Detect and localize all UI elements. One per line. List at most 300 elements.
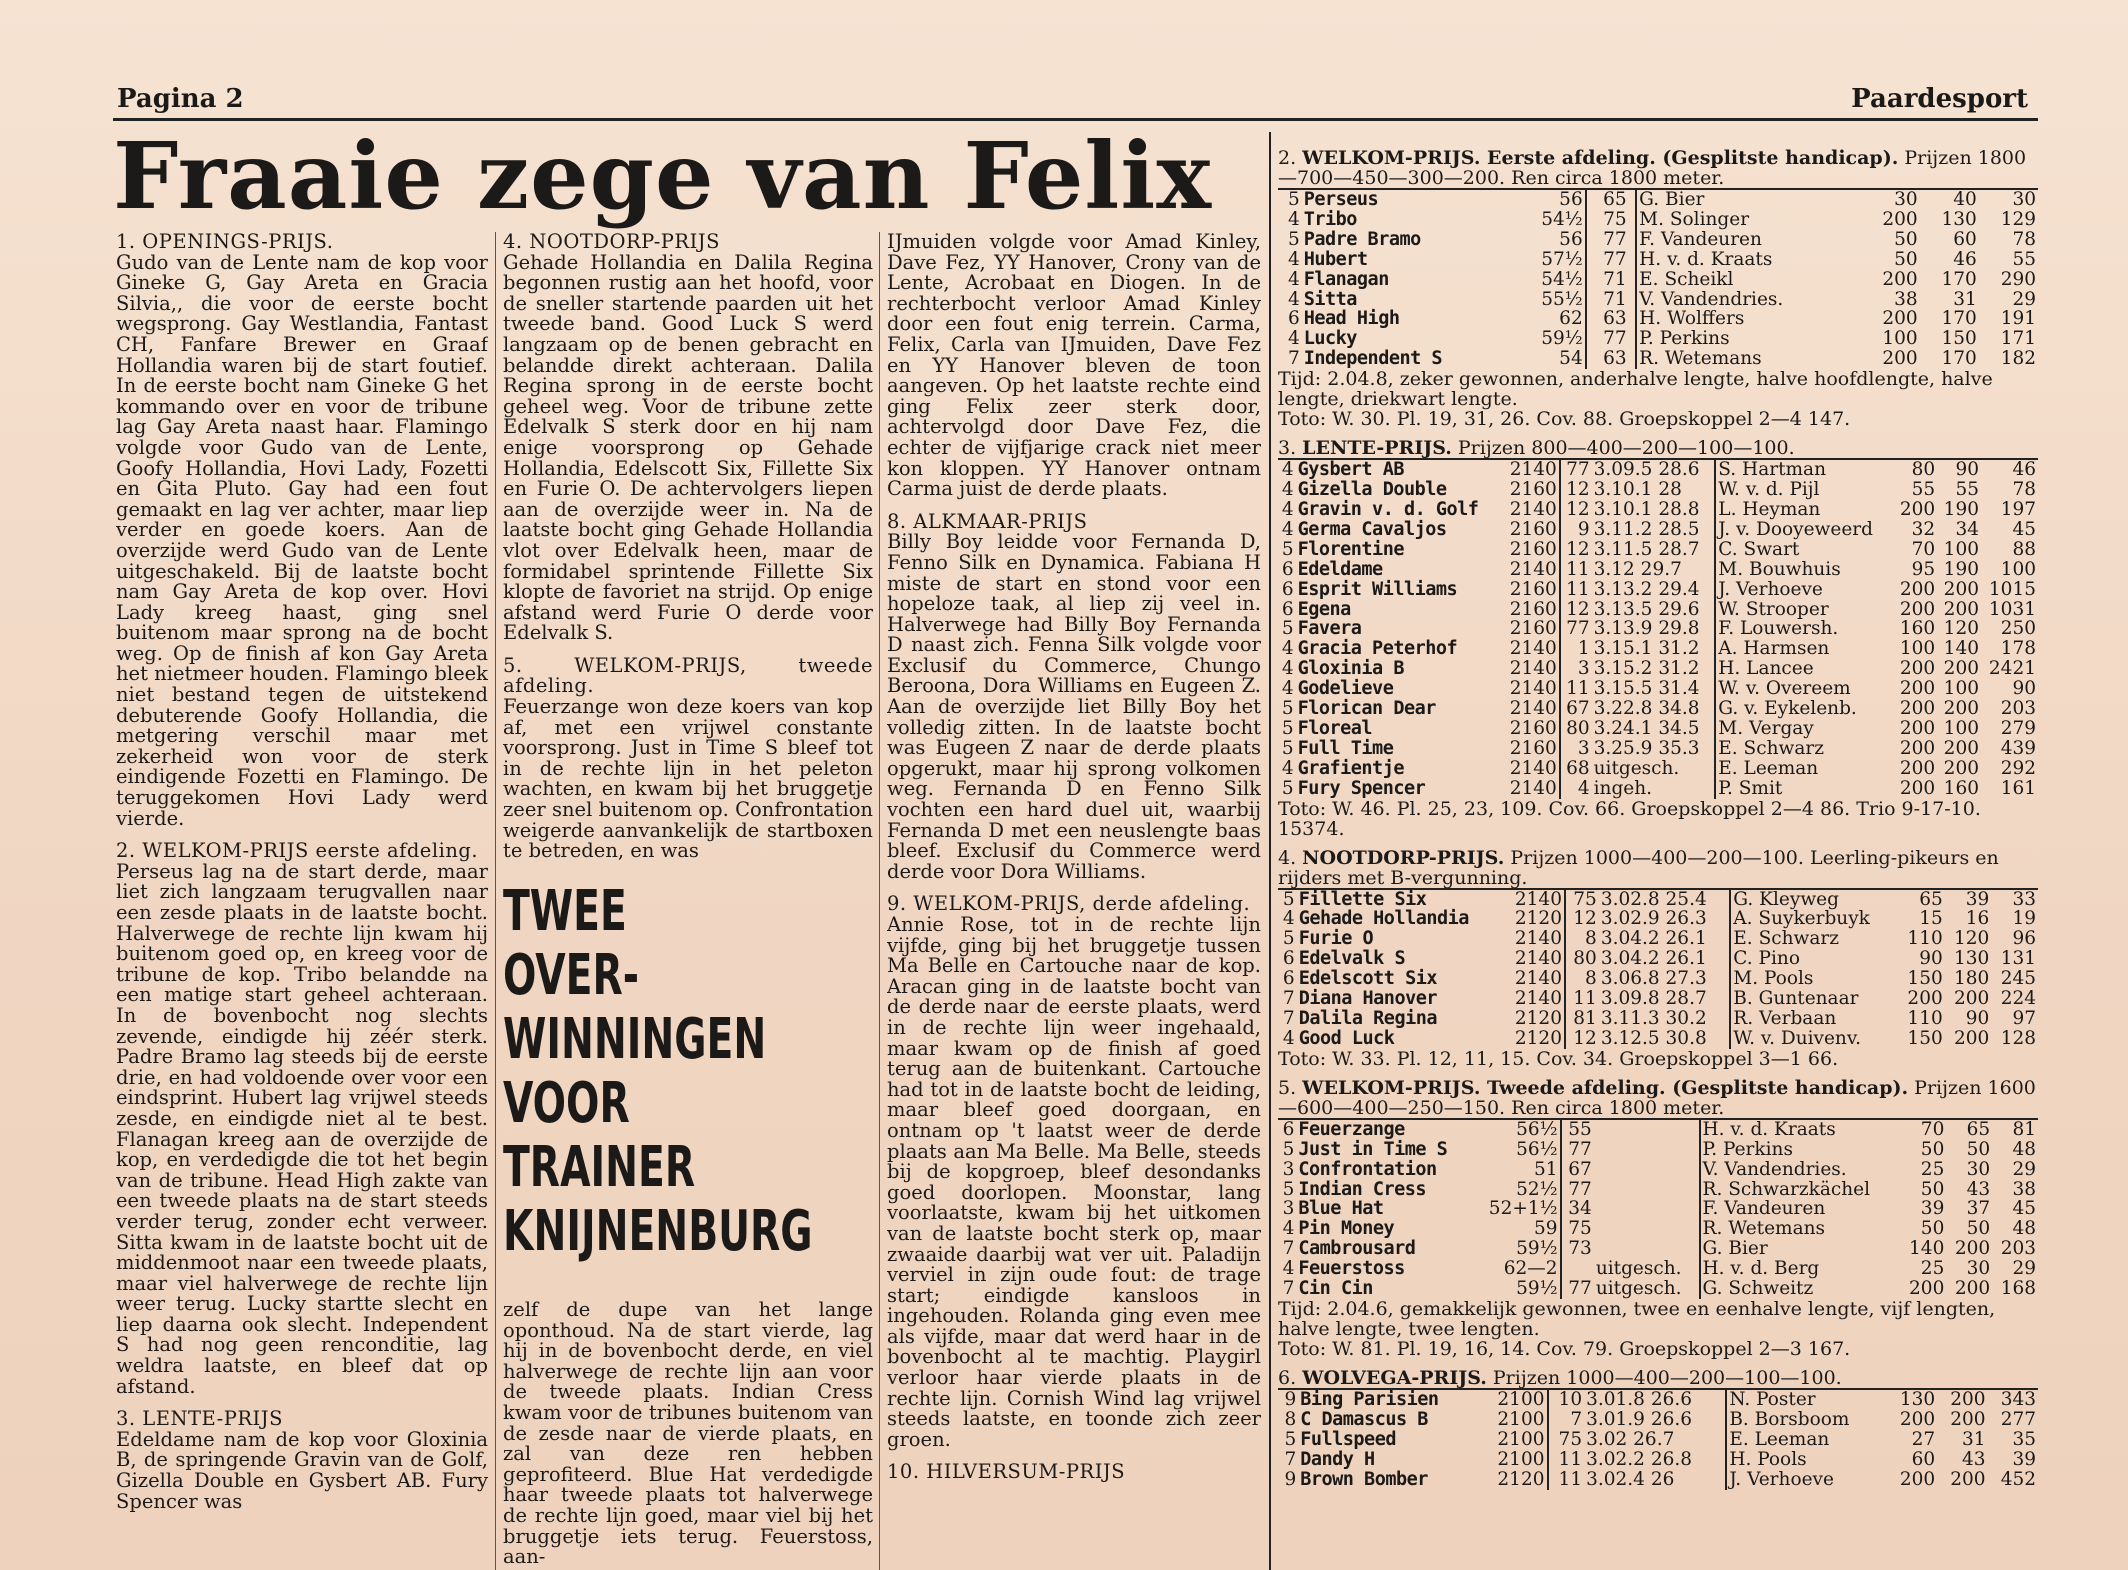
- result-footnote: Toto: W. 30. Pl. 19, 31, 26. Cov. 88. Groepskoppel 2—4 147.: [1278, 408, 1851, 431]
- stable: 77: [1586, 329, 1629, 349]
- odds-win: 140: [1909, 1238, 1945, 1260]
- time: 3.02.9 26.3: [1600, 908, 1707, 930]
- distance: 2120: [1514, 908, 1562, 930]
- article-heading: 1. OPENINGS-PRIJS.: [116, 232, 334, 253]
- result-row: [1278, 1450, 2038, 1470]
- article-heading: 8. ALKMAAR-PRIJS: [887, 509, 1088, 533]
- age: 4: [1287, 268, 1300, 290]
- time: [1629, 230, 1637, 250]
- article-body: Perseus lag na de start derde, maar liet zich langzaam terugvallen naar een zesde plaats in de laatste bocht. Halverwege de rechte lijn kwam hij buitenom goed op, en kreeg voor de tribune de kop. Tribo belandde na een matige start geheel achteraan. In de bovenbocht nog slechts zevende, eindigde hij zéér sterk. Padre Bramo lag steeds bij de eerste drie, en had voldoende over voor een eindsprint. Hubert lag vrijwel steeds zesde, en eindigde niet al te best. Flanagan kreeg aan de overzijde de kop, en verdedigde die tot het begin van de tribune. Head High zakte van een tweede plaats na de start steeds verder terug, zonder echt verweer. Sitta kwam in de laatste bocht uit de middenmoot naar een tweede plaats, maar viel halverwege de rechte lijn weer terug. Lucky startte slecht en liep daarna ook slecht. Independent S had nog geen renconditie, lag weldra laatste, en bleef dat op afstand.: [116, 859, 488, 1398]
- distance: 2140: [1509, 777, 1557, 799]
- header-rule: [113, 118, 2038, 121]
- distance: 59½: [1516, 1278, 1558, 1300]
- horse: Floreal: [1297, 717, 1373, 739]
- result-row: [1278, 560, 2038, 580]
- age: 6: [1281, 558, 1294, 580]
- driver: E. Schwarz: [1730, 929, 1898, 949]
- distance: 2140: [1509, 678, 1557, 700]
- article-body: Gehade Hollandia en Dalila Regina begonnen rustig aan het hoofd, voor de sneller startende paarden uit het tweede band. Good Luck S werd langzaam op de benen gebracht en belandde direkt achteraan. Dalila Regina sprong in de eerste bocht geheel weg. Voor de tribune zette Edelvalk S sterk door en hij nam enige voorsprong op Gehade Hollandia, Edelscott Six, Fillette Six en Furie O. De achtervolgers liepen aan de overzijde weer in. Na de laatste bocht ging Gehade Hollandia vlot over Edelvalk heen, maar de formidabel sprintende Fillette Six klopte de favoriet na strijd. Op enige afstand werd Furie O derde voor Edelvalk S.: [503, 250, 873, 645]
- horse: Just in Time S: [1298, 1138, 1448, 1160]
- odds-win: 200: [1899, 717, 1936, 739]
- result-row: [1278, 580, 2038, 600]
- article-heading: 2. WELKOM-PRIJS eerste afdeling.: [116, 839, 479, 863]
- odds-other: 290: [2000, 268, 2036, 290]
- odds-other: 46: [2012, 459, 2036, 481]
- stable: 8: [1565, 929, 1599, 949]
- result-row: [1278, 1259, 2038, 1279]
- result-table: [1278, 1390, 2038, 1490]
- distance: 2100: [1497, 1448, 1545, 1470]
- age: 6: [1281, 598, 1294, 620]
- time: [1594, 1120, 1700, 1140]
- time: 3.02.4 26: [1586, 1468, 1675, 1490]
- result-row: [1278, 1219, 2038, 1239]
- result-footnote: Toto: W. 33. Pl. 12, 11, 15. Cov. 34. Groepskoppel 3—1 66.: [1278, 1047, 1839, 1070]
- result-row: [1278, 500, 2038, 520]
- boxed-headline: [503, 879, 813, 1264]
- time: 3.15.5 31.4: [1593, 678, 1700, 700]
- driver: E. Scheikl: [1636, 270, 1860, 290]
- age: 3: [1282, 1198, 1295, 1220]
- result-block: [1278, 1078, 2038, 1359]
- stable: 3: [1560, 659, 1592, 679]
- result-prizes: Prijzen 1600—600—400—250—150. Ren circa 1800 meter.: [1278, 1076, 2036, 1119]
- driver: P. Smit: [1715, 779, 1893, 799]
- distance: 2140: [1514, 988, 1562, 1010]
- driver: R. Wetemans: [1636, 349, 1860, 369]
- time: [1629, 190, 1637, 210]
- odds-place: 31: [1953, 288, 1977, 310]
- time: 3.10.1 28.8: [1593, 498, 1700, 520]
- section-name: Paardesport: [1851, 84, 2028, 114]
- result-row: [1278, 1029, 2038, 1049]
- age: 5: [1287, 189, 1300, 210]
- distance: 2120: [1497, 1468, 1545, 1490]
- odds-place: 100: [1943, 538, 1979, 560]
- distance: 2140: [1514, 968, 1562, 990]
- odds-place: 130: [1941, 208, 1977, 230]
- odds-other: 131: [2000, 948, 2036, 970]
- odds-win: 200: [1899, 777, 1936, 799]
- odds-place: 46: [1953, 248, 1977, 270]
- odds-win: 200: [1899, 498, 1936, 520]
- time: 3.25.9 35.3: [1593, 737, 1700, 759]
- stable: 10: [1548, 1390, 1585, 1410]
- odds-place: 200: [1954, 988, 1990, 1010]
- article-heading: 3. LENTE-PRIJS: [116, 1407, 283, 1431]
- age: 5: [1281, 737, 1294, 759]
- odds-place: 43: [1966, 1178, 1991, 1200]
- age: 5: [1281, 618, 1294, 640]
- driver: G. Kleyweg: [1730, 890, 1898, 910]
- stable: 55: [1561, 1120, 1594, 1140]
- odds-other: 2421: [1988, 658, 2036, 680]
- horse: Esprit Williams: [1297, 578, 1458, 600]
- time: [1594, 1180, 1700, 1200]
- article-body: Feuerzange won deze koers van kop af, met een vrijwel constante voorsprong. Just in Time S bleef tot in de rechte lijn in het peleton wachten, en kwam bij het bruggetje zeer snel buitenom op. Confrontation weigerde aanvankelijk de startboxen te betreden, en was: [503, 695, 873, 863]
- odds-win: 27: [1911, 1428, 1936, 1450]
- horse: Padre Bramo: [1303, 228, 1421, 250]
- distance: 2100: [1497, 1388, 1545, 1410]
- result-table: [1278, 190, 2038, 369]
- time: [1629, 270, 1637, 290]
- age: 8: [1284, 1408, 1297, 1430]
- horse: Tribo: [1303, 208, 1357, 230]
- odds-win: 50: [1894, 248, 1918, 270]
- age: 5: [1284, 1428, 1297, 1450]
- odds-place: 160: [1943, 777, 1979, 799]
- distance: 52½: [1516, 1178, 1558, 1200]
- odds-other: 203: [2000, 1238, 2036, 1260]
- odds-place: 150: [1941, 328, 1977, 350]
- driver: F. Louwersh.: [1715, 619, 1893, 639]
- odds-other: 45: [2012, 518, 2036, 540]
- odds-place: 180: [1954, 968, 1990, 990]
- odds-other: 191: [2000, 308, 2036, 330]
- odds-win: 15: [1919, 908, 1943, 930]
- odds-other: 35: [2012, 1428, 2036, 1450]
- stable: 63: [1586, 309, 1629, 329]
- driver: J. v. Dooyeweerd: [1715, 520, 1893, 540]
- distance: 2140: [1509, 558, 1557, 580]
- distance: 59½: [1541, 328, 1583, 350]
- result-row: [1278, 779, 2038, 799]
- result-row: [1278, 520, 2038, 540]
- odds-place: 200: [1954, 1027, 1990, 1049]
- odds-other: 178: [2000, 638, 2036, 660]
- odds-place: 90: [1965, 1008, 1990, 1029]
- time: 3.02.2 26.8: [1586, 1448, 1693, 1470]
- odds-win: 160: [1899, 618, 1936, 640]
- result-title: [1278, 1368, 2038, 1388]
- driver: A. Harmsen: [1715, 639, 1893, 659]
- odds-place: 100: [1943, 678, 1979, 700]
- driver: L. Heyman: [1715, 500, 1893, 520]
- result-block: [1278, 1368, 2038, 1490]
- odds-place: 200: [1950, 1388, 1986, 1410]
- time: ingeh.: [1593, 777, 1653, 799]
- odds-other: 81: [2012, 1118, 2036, 1140]
- age: 9: [1284, 1388, 1297, 1410]
- result-row: [1278, 329, 2038, 349]
- result-title: [1278, 438, 2038, 458]
- distance: 2160: [1509, 479, 1557, 501]
- result-prizes: Prijzen 1800—700—450—300—200. Ren circa 1800 meter.: [1278, 147, 2027, 189]
- age: 4: [1281, 678, 1294, 700]
- horse: Good Luck: [1298, 1027, 1395, 1049]
- odds-place: 170: [1941, 348, 1977, 370]
- odds-win: 30: [1894, 189, 1918, 210]
- stable: 75: [1548, 1430, 1585, 1450]
- odds-win: 200: [1899, 678, 1936, 700]
- stable: 11: [1548, 1470, 1585, 1490]
- age: 6: [1282, 1118, 1295, 1140]
- boxed-headline-line: KNIJNENBURG: [503, 1199, 813, 1264]
- stable: [1561, 1259, 1594, 1279]
- distance: 55½: [1541, 288, 1583, 310]
- distance: 54½: [1541, 208, 1583, 230]
- stable: 12: [1560, 500, 1592, 520]
- odds-other: 168: [2000, 1278, 2036, 1300]
- boxed-headline-line: TRAINER: [503, 1135, 696, 1200]
- horse: Flanagan: [1303, 268, 1389, 290]
- driver: M. Bouwhuis: [1715, 560, 1893, 580]
- horse: Grafientje: [1297, 757, 1404, 779]
- distance: 62—2: [1503, 1258, 1558, 1280]
- time: 3.11.3 30.2: [1600, 1008, 1707, 1029]
- article-column-2-continued: zelf de dupe van het lange oponthoud. Na de start vierde, lag hij in de bovenbocht derde, en viel halverwege de rechte lijn aan voor de tweede plaats. Indian Cress kwam voor de tribunes buitenom van de zesde naar de vierde plaats, en zal van deze ren hebben geprofiteerd. Blue Hat verdedigde haar tweede plaats tot halverwege de rechte lijn goed, maar viel bij het bruggetje iets terug. Feuerstoss, aan-: [503, 1300, 873, 1569]
- distance: 2160: [1509, 717, 1557, 739]
- distance: 52+1½: [1488, 1198, 1558, 1220]
- odds-place: 170: [1941, 308, 1977, 330]
- odds-win: 200: [1899, 658, 1936, 680]
- odds-place: 16: [1965, 908, 1990, 930]
- result-row: [1278, 1160, 2038, 1180]
- odds-win: 60: [1911, 1448, 1936, 1470]
- odds-win: 95: [1911, 558, 1936, 580]
- time: uitgesch.: [1595, 1278, 1682, 1300]
- odds-other: 161: [2000, 777, 2036, 799]
- stable: 7: [1548, 1410, 1585, 1430]
- result-number: 3.: [1278, 437, 1303, 460]
- odds-win: 200: [1899, 757, 1936, 779]
- driver: H. v. d. Kraats: [1636, 250, 1860, 270]
- driver: W. Strooper: [1715, 600, 1893, 620]
- odds-other: 78: [2012, 479, 2036, 501]
- age: 5: [1281, 717, 1294, 739]
- article-column-2: [503, 232, 873, 892]
- result-name: WOLVEGA-PRIJS.: [1302, 1366, 1487, 1389]
- result-prizes: Prijzen 800—400—200—100—100.: [1451, 437, 1795, 460]
- odds-other: 279: [2000, 717, 2036, 739]
- stable: 68: [1560, 759, 1592, 779]
- distance: 2120: [1514, 1027, 1562, 1049]
- stable: 11: [1548, 1450, 1585, 1470]
- result-title: [1278, 848, 2038, 888]
- age: 7: [1284, 1448, 1297, 1470]
- distance: 2140: [1514, 928, 1562, 950]
- age: 4: [1281, 479, 1294, 501]
- stable: 77: [1561, 1180, 1594, 1200]
- time: 3.09.8 28.7: [1600, 988, 1707, 1010]
- driver: H. v. d. Berg: [1700, 1259, 1901, 1279]
- article-heading: 10. HILVERSUM-PRIJS: [887, 1460, 1126, 1484]
- horse: C Damascus B: [1300, 1408, 1428, 1430]
- odds-other: 197: [2000, 498, 2036, 520]
- stable: 77: [1560, 619, 1592, 639]
- result-row: [1278, 1390, 2038, 1410]
- odds-other: 439: [2000, 737, 2036, 759]
- distance: 56: [1559, 228, 1583, 250]
- distance: 2160: [1509, 538, 1557, 560]
- age: 6: [1281, 578, 1294, 600]
- horse: Edelscott Six: [1298, 968, 1437, 990]
- result-row: [1278, 480, 2038, 500]
- stable: 12: [1565, 909, 1599, 929]
- article-heading: 4. NOOTDORP-PRIJS: [503, 232, 720, 253]
- odds-place: 200: [1950, 1408, 1986, 1430]
- driver: B. Guntenaar: [1730, 989, 1898, 1009]
- odds-other: 29: [2012, 288, 2036, 310]
- distance: 2160: [1509, 518, 1557, 540]
- odds-other: 1031: [1988, 598, 2036, 620]
- stable: 77: [1560, 460, 1592, 480]
- driver: W. v. d. Pijl: [1715, 480, 1893, 500]
- odds-place: 200: [1943, 598, 1979, 620]
- driver: G. Bier: [1700, 1239, 1901, 1259]
- result-row: [1278, 1410, 2038, 1430]
- stable: 75: [1586, 210, 1629, 230]
- stable: 75: [1561, 1219, 1594, 1239]
- distance: 2160: [1509, 618, 1557, 640]
- result-row: [1278, 1140, 2038, 1160]
- age: 4: [1282, 1027, 1295, 1049]
- result-row: [1278, 1239, 2038, 1259]
- result-row: [1278, 890, 2038, 910]
- odds-win: 110: [1907, 1008, 1943, 1029]
- odds-place: 43: [1962, 1448, 1986, 1470]
- horse: Head High: [1303, 308, 1400, 330]
- result-number: 2.: [1278, 147, 1303, 169]
- driver: S. Hartman: [1715, 460, 1893, 480]
- result-block: [1278, 148, 2038, 429]
- driver: A. Suykerbuyk: [1730, 909, 1898, 929]
- driver: W. v. Duivenv.: [1730, 1029, 1898, 1049]
- driver: G. Schweitz: [1700, 1279, 1901, 1299]
- stable: 71: [1586, 290, 1629, 310]
- stable: 77: [1561, 1279, 1594, 1299]
- stable: 4: [1560, 779, 1592, 799]
- odds-win: 200: [1899, 1408, 1936, 1430]
- odds-place: 40: [1953, 189, 1977, 210]
- horse: Diana Hanover: [1298, 988, 1437, 1010]
- result-row: [1278, 1180, 2038, 1200]
- result-row: [1278, 909, 2038, 929]
- result-row: [1278, 600, 2038, 620]
- distance: 56: [1559, 189, 1583, 210]
- age: 5: [1282, 1178, 1295, 1200]
- horse: Confrontation: [1298, 1158, 1437, 1180]
- distance: 2140: [1509, 498, 1557, 520]
- horse: Edeldame: [1297, 558, 1383, 580]
- page-number: Pagina 2: [117, 84, 244, 114]
- driver: J. Verhoeve: [1726, 1470, 1886, 1490]
- horse: Furie O: [1298, 928, 1374, 950]
- odds-place: 30: [1966, 1258, 1991, 1280]
- odds-other: 39: [2012, 1448, 2036, 1470]
- result-row: [1278, 270, 2038, 290]
- result-row: [1278, 309, 2038, 329]
- odds-other: 19: [2012, 908, 2036, 930]
- age: 6: [1287, 308, 1300, 330]
- time: 3.04.2 26.1: [1600, 948, 1707, 970]
- stable: 80: [1565, 949, 1599, 969]
- odds-place: 130: [1954, 948, 1990, 970]
- stable: 3: [1560, 739, 1592, 759]
- boxed-headline-line: VOOR: [503, 1071, 630, 1136]
- time: 3.11.5 28.7: [1593, 538, 1700, 560]
- odds-other: 96: [2012, 928, 2036, 950]
- horse: Hubert: [1303, 248, 1368, 270]
- odds-place: 31: [1962, 1428, 1986, 1450]
- result-row: [1278, 699, 2038, 719]
- stable: 11: [1560, 580, 1592, 600]
- odds-win: 200: [1882, 268, 1918, 290]
- time: [1594, 1239, 1700, 1259]
- boxed-headline-line: OVER-: [503, 943, 640, 1008]
- distance: 59½: [1516, 1238, 1558, 1260]
- article-heading: 9. WELKOM-PRIJS, derde afdeling.: [887, 892, 1251, 916]
- result-footnote: Toto: W. 81. Pl. 19, 16, 14. Cov. 79. Groepskoppel 2—3 167.: [1278, 1337, 1851, 1360]
- result-prizes: Prijzen 1000—400—200—100—100.: [1486, 1366, 1842, 1389]
- driver: E. Leeman: [1715, 759, 1893, 779]
- result-table: [1278, 890, 2038, 1049]
- stable: 77: [1586, 250, 1629, 270]
- age: 7: [1282, 1238, 1295, 1260]
- result-row: [1278, 739, 2038, 759]
- odds-other: 30: [2012, 189, 2036, 210]
- age: 4: [1287, 248, 1300, 270]
- stable: 81: [1565, 1009, 1599, 1029]
- odds-place: 190: [1943, 558, 1979, 580]
- age: 7: [1282, 1008, 1295, 1029]
- driver: R. Schwarzkächel: [1700, 1180, 1901, 1200]
- driver: F. Vandeuren: [1636, 230, 1860, 250]
- age: 4: [1287, 288, 1300, 310]
- result-row: [1278, 1009, 2038, 1029]
- time: [1629, 290, 1637, 310]
- odds-place: 200: [1943, 578, 1979, 600]
- age: 5: [1282, 888, 1295, 910]
- result-footnote: Toto: W. 46. Pl. 25, 23, 109. Cov. 66. Groepskoppel 2—4 86. Trio 9-17-10. 15374.: [1278, 797, 1981, 840]
- age: 7: [1287, 348, 1300, 370]
- distance: 2160: [1509, 737, 1557, 759]
- odds-other: 224: [2000, 988, 2036, 1010]
- odds-place: 200: [1950, 1468, 1986, 1490]
- odds-win: 200: [1882, 348, 1918, 370]
- time: 3.15.2 31.2: [1593, 658, 1700, 680]
- horse: Godelieve: [1297, 678, 1394, 700]
- driver: H. Pools: [1726, 1450, 1886, 1470]
- odds-other: 88: [2012, 538, 2036, 560]
- result-title: [1278, 1078, 2038, 1118]
- odds-win: 200: [1899, 698, 1936, 720]
- odds-other: 277: [2000, 1408, 2036, 1430]
- odds-other: 203: [2000, 698, 2036, 720]
- odds-place: 140: [1943, 638, 1979, 660]
- odds-win: 200: [1909, 1278, 1945, 1300]
- stable: 67: [1561, 1160, 1594, 1180]
- odds-other: 48: [2012, 1218, 2036, 1240]
- age: 4: [1281, 459, 1294, 481]
- result-row: [1278, 619, 2038, 639]
- result-number: 6.: [1278, 1366, 1303, 1389]
- age: 3: [1282, 1158, 1295, 1180]
- driver: P. Perkins: [1636, 329, 1860, 349]
- article-body: Edeldame nam de kop voor Gloxinia B, de springende Gravin van de Golf, Gizella Double en Gysbert AB. Fury Spencer was: [116, 1427, 488, 1513]
- odds-win: 39: [1920, 1198, 1945, 1220]
- odds-other: 45: [2012, 1198, 2036, 1220]
- time: 3.02 26.7: [1586, 1428, 1675, 1450]
- result-footnote: Tijd: 2.04.6, gemakkelijk gewonnen, twee en eenhalve lengte, vijf lengten, halve lengte, twee lengten.: [1278, 1297, 1996, 1340]
- odds-other: 128: [2000, 1027, 2036, 1049]
- odds-place: 200: [1954, 1238, 1991, 1260]
- result-name: LENTE-PRIJS.: [1302, 437, 1452, 460]
- odds-other: 33: [2012, 888, 2036, 910]
- horse: Gloxinia B: [1297, 658, 1404, 680]
- column-rule-1: [495, 232, 496, 1570]
- odds-other: 182: [2000, 348, 2036, 370]
